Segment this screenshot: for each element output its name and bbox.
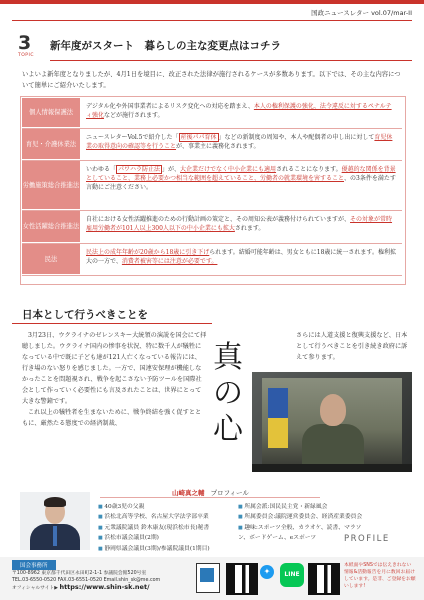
profile-item: ■ 浜松市議会議員(2期) [98, 533, 248, 543]
law-text: されることになります。 [276, 166, 342, 173]
flag-blue [268, 388, 288, 418]
highlight-text: 本人の権利保護の強化、法令違反に対するペナルティ強化 [86, 103, 392, 120]
profile-item: ■ 浜松北高等学校、名古屋大学法学部卒業 [98, 512, 248, 522]
law-row [22, 129, 402, 161]
topic-title: 新年度がスタート 暮らしの主な変更点はコチラ [50, 40, 281, 52]
twitter-bird-icon[interactable]: ✦ [260, 565, 274, 579]
law-row [22, 244, 402, 276]
highlight-text: 大企業だけでなく中小企業にも適用 [180, 166, 277, 173]
video-bottom-bar [252, 464, 412, 472]
law-text: 」が、 [162, 166, 181, 173]
law-row [22, 161, 402, 211]
video-screen [262, 378, 402, 464]
highlight-text: 消費者被害等には注意が必要です。 [121, 258, 218, 266]
law-description [80, 98, 402, 128]
office-info [12, 570, 222, 593]
portrait-tie [53, 526, 57, 546]
profile-item: ■ 所属委員会:議院運営委員会、経済産業委員会 [238, 512, 368, 522]
law-text: ニュースレターVol.5で紹介した「 [86, 134, 179, 141]
law-table [22, 98, 402, 276]
profile-suffix: プロフィール [210, 489, 249, 497]
law-text: などが施行されます。 [104, 112, 164, 120]
office-address: 〒100-8962 東京都千代田区永田町2-1-1 参議院会館520号室 [12, 571, 147, 576]
law-description [80, 161, 402, 210]
newsletter-header: 国政ニュースレター vol.07/mar-II [311, 9, 412, 17]
law-label: 民法 [22, 244, 80, 275]
qr-code-icon[interactable] [226, 563, 258, 595]
newsletter-icon-fill [200, 568, 214, 582]
site-prefix: オフィシャルサイト▶ [12, 586, 58, 592]
speaker-body [302, 424, 364, 464]
line-app-icon[interactable]: LINE [280, 563, 304, 587]
calligraphy-char: 真 [213, 340, 243, 375]
profile-item: ■ 所属会派:国民民主党・新緑風会 [238, 502, 368, 512]
flag-yellow [268, 418, 288, 448]
profile-heading [172, 488, 249, 497]
article-body-right: さらには人道支援と復興支援など、日本として行うべきことを引き続き政府に訴えて参ります。 [296, 332, 408, 361]
site-url-link[interactable]: https://www.shin-sk.net/ [59, 583, 150, 592]
speaker-head [320, 394, 346, 426]
profile-divider [100, 497, 320, 498]
speech-video-photo [252, 372, 412, 472]
topic-intro: いよいよ新年度となりましたが、4月1日を境目に、改正された法律が施行されるケースが多数あります。以下では、その主な内容について簡単にご紹介いたします。 [22, 71, 401, 89]
office-label: 国会事務所 [12, 560, 56, 570]
newsletter-icon [196, 563, 220, 593]
law-row [22, 211, 402, 244]
law-text: られます。結婚可能年齢は、男女ともに18歳に統一されます。権利拡大の一方で、 [86, 249, 396, 266]
official-site [12, 584, 222, 592]
article-body-left [22, 330, 207, 429]
calligraphy-artwork [208, 340, 248, 450]
highlight-text: 優越的な関係を背景としていること、業務上必要かつ相当な範囲を超えていること、労働者の就業環境を害すること [86, 166, 396, 183]
law-description [80, 211, 402, 243]
title-underline [50, 60, 412, 61]
law-text: されます。 [234, 225, 265, 233]
topic-number: 3 [18, 32, 32, 54]
profile-label: PROFILE [344, 534, 390, 544]
calligraphy-char: の [213, 376, 243, 411]
law-label: 個人情報保護法 [22, 98, 80, 128]
office-contact: TEL.03-6550-0520 FAX.03-6551-0520 Email.shin_sk@me.com [12, 578, 161, 584]
highlight-text: 民法上の成年年齢が20歳から18歳に引き下げ [86, 249, 210, 256]
portrait-photo [20, 492, 90, 550]
article-paragraph: 3月23日、ウクライナのゼレンスキー大統領の演説を国会にて拝聴しました。ウクライナ国内の惨事を状況、特に数千人が犠牲になっている中で既に子ども達が121人亡くなっている報告には、行き場のない怒りを感じました。一方で、国連安保理が機能しなかったことを問題視され、戦争を起こさない予防ツールを国際社会として作っていく必要性にも言及されたことは、世界にとって大きな警鐘です。 [22, 332, 207, 405]
profile-item: ■ 静岡県議会議員(3期)/参議院議員(1期目) [98, 544, 248, 554]
law-text: 、の3条件を満たす言動にご注意ください。 [86, 175, 396, 192]
law-description [80, 129, 402, 160]
law-text: いわゆる「 [86, 166, 117, 173]
law-label: 育児・介護休業法 [22, 129, 80, 160]
highlight-text: 育児休業の取得意向の確認等を行うこと [86, 134, 393, 151]
sns-note: 本紙面やSNSでは伝えきれない情報&活動報告を月に数回お届けしています。是非、ご登録をお願いします! [344, 563, 416, 589]
article-title-underline [12, 323, 212, 324]
calligraphy-char: 心 [213, 412, 243, 447]
profile-list-left [98, 502, 248, 554]
law-label: 女性活躍総合推進法 [22, 211, 80, 243]
top-accent-bar [0, 0, 424, 4]
law-description [80, 244, 402, 275]
header-divider [12, 20, 412, 21]
profile-item: ■ 元衆議院議員 鈴木康友(現浜松市長)秘書 [98, 523, 248, 533]
law-text: が、事業主に義務化されます。 [176, 143, 260, 151]
highlight-text: その対象が常時雇用労働者が101人以上300人以下の中小企業にも拡大 [86, 216, 393, 233]
law-text: デジタル化や外国事業者によるリスク変化への対応を踏まえ、 [86, 103, 254, 110]
profile-item: ■ 40歳3児の父親 [98, 502, 248, 512]
profile-name: 山崎真之輔 [172, 489, 205, 497]
article-paragraph: これ以上の犠牲者を生まないために、戦争終結を強く促すとともに、厳然たる態度での経済制裁、 [22, 409, 202, 427]
law-text: 」などの新制度の周知や、本人や配偶者の申し出に対して [218, 134, 375, 141]
law-label: 労働施策総合推進法 [22, 161, 80, 210]
law-text: 自社における女性活躍推進のための行動計画の策定と、その周知公表が義務付けられていますが、 [86, 216, 351, 223]
keyword-box: パワハラ防止法 [118, 166, 161, 173]
law-row [22, 98, 402, 129]
qr-code-icon[interactable] [308, 563, 340, 595]
keyword-box: 産後パパ育休 [180, 134, 217, 141]
article-title: 日本として行うべきことを [22, 309, 148, 321]
topic-tag: TOPIC [18, 53, 34, 58]
profile-item: ■ 趣味:スポーツ全般、カラオケ、読書、マラソン、ボードゲーム、eスポーツ [238, 523, 368, 544]
portrait-hair [44, 497, 66, 507]
